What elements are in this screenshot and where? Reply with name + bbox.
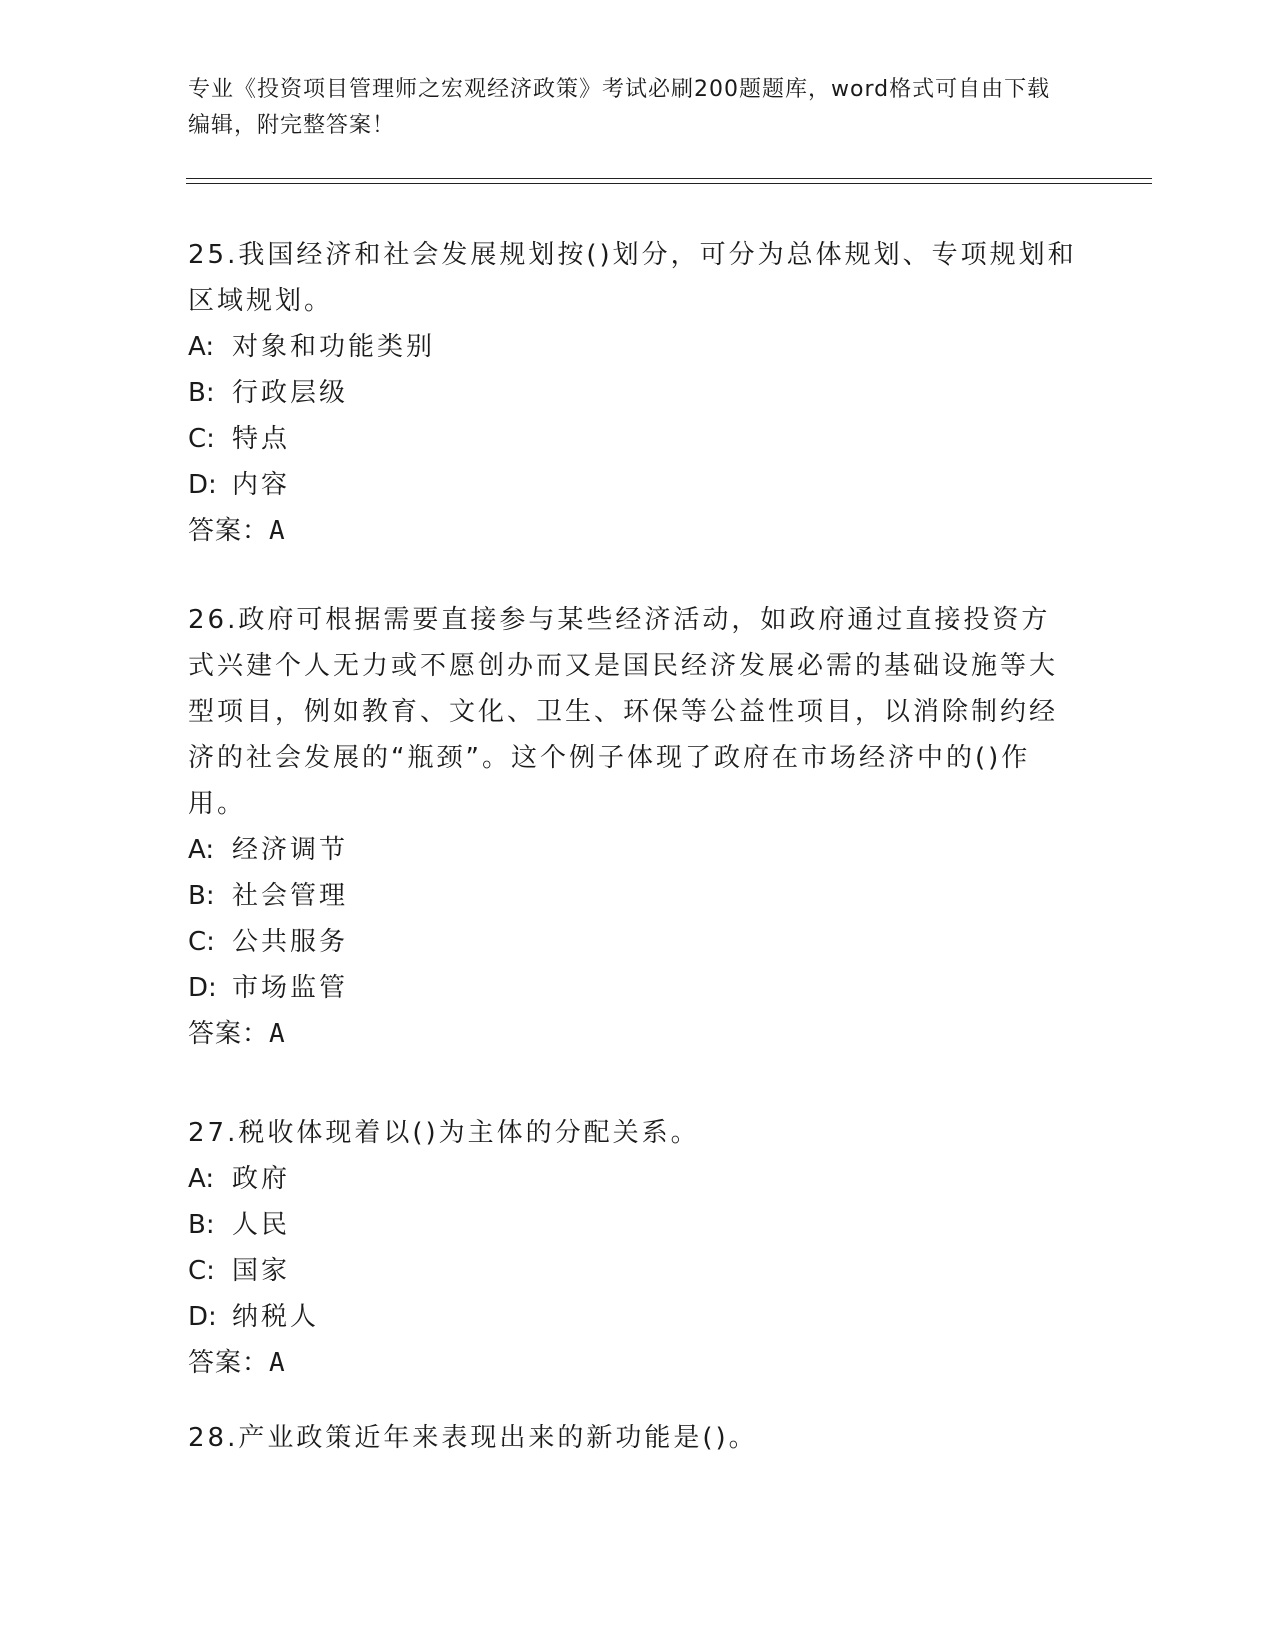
option-letter: C: <box>188 927 215 957</box>
question-stem: 25.我国经济和社会发展规划按()划分，可分为总体规划、专项规划和区域规划。 <box>188 240 1077 316</box>
answer-value: A <box>269 1019 286 1049</box>
option-text: 市场监管 <box>232 973 349 1003</box>
option-text: 社会管理 <box>232 881 349 911</box>
answer-label: 答案： <box>188 516 270 546</box>
option-letter: B: <box>188 1210 215 1240</box>
option-d <box>188 965 1078 1011</box>
option-text: 人民 <box>232 1210 291 1240</box>
answer-label: 答案： <box>188 1019 270 1049</box>
answer-line <box>188 508 1078 554</box>
option-b <box>188 873 1078 919</box>
option-letter: B: <box>188 881 215 911</box>
option-text: 内容 <box>232 470 291 500</box>
option-c <box>188 919 1078 965</box>
option-letter: D: <box>188 1302 217 1332</box>
header-divider-bottom <box>186 183 1152 184</box>
option-b <box>188 370 1078 416</box>
option-c <box>188 1248 1078 1294</box>
answer-value: A <box>269 1348 286 1378</box>
option-text: 国家 <box>232 1256 291 1286</box>
option-letter: A: <box>188 332 215 362</box>
question-stem: 27.税收体现着以()为主体的分配关系。 <box>188 1118 700 1148</box>
option-a <box>188 827 1078 873</box>
option-letter: B: <box>188 378 215 408</box>
question-25 <box>188 232 1078 554</box>
option-text: 特点 <box>232 424 291 454</box>
option-text: 纳税人 <box>232 1302 320 1332</box>
answer-line <box>188 1340 1078 1386</box>
option-a <box>188 1156 1078 1202</box>
option-text: 政府 <box>232 1164 291 1194</box>
answer-label: 答案： <box>188 1348 270 1378</box>
question-28 <box>188 1415 1078 1461</box>
option-letter: A: <box>188 835 215 865</box>
question-stem: 28.产业政策近年来表现出来的新功能是()。 <box>188 1423 758 1453</box>
question-stem: 26.政府可根据需要直接参与某些经济活动，如政府通过直接投资方式兴建个人无力或不愿创办而又是国民经济发展必需的基础设施等大型项目，例如教育、文化、卫生、环保等公益性项目，以消除制约经济的社会发展的“瓶颈”。这个例子体现了政府在市场经济中的()作用。 <box>188 605 1059 819</box>
option-text: 公共服务 <box>232 927 349 957</box>
option-letter: D: <box>188 973 217 1003</box>
answer-line <box>188 1011 1078 1057</box>
option-letter: A: <box>188 1164 215 1194</box>
answer-value: A <box>269 516 286 546</box>
option-letter: C: <box>188 424 215 454</box>
option-d <box>188 1294 1078 1340</box>
option-text: 对象和功能类别 <box>232 332 436 362</box>
option-letter: D: <box>188 470 217 500</box>
document-header: 专业《投资项目管理师之宏观经济政策》考试必刷200题题库，word格式可自由下载编辑，附完整答案！ <box>188 77 1051 138</box>
option-letter: C: <box>188 1256 215 1286</box>
option-c <box>188 416 1078 462</box>
header-divider-top <box>186 178 1152 179</box>
option-text: 行政层级 <box>232 378 349 408</box>
option-d <box>188 462 1078 508</box>
question-26 <box>188 597 1078 1057</box>
option-b <box>188 1202 1078 1248</box>
question-27 <box>188 1110 1078 1386</box>
option-a <box>188 324 1078 370</box>
option-text: 经济调节 <box>232 835 349 865</box>
